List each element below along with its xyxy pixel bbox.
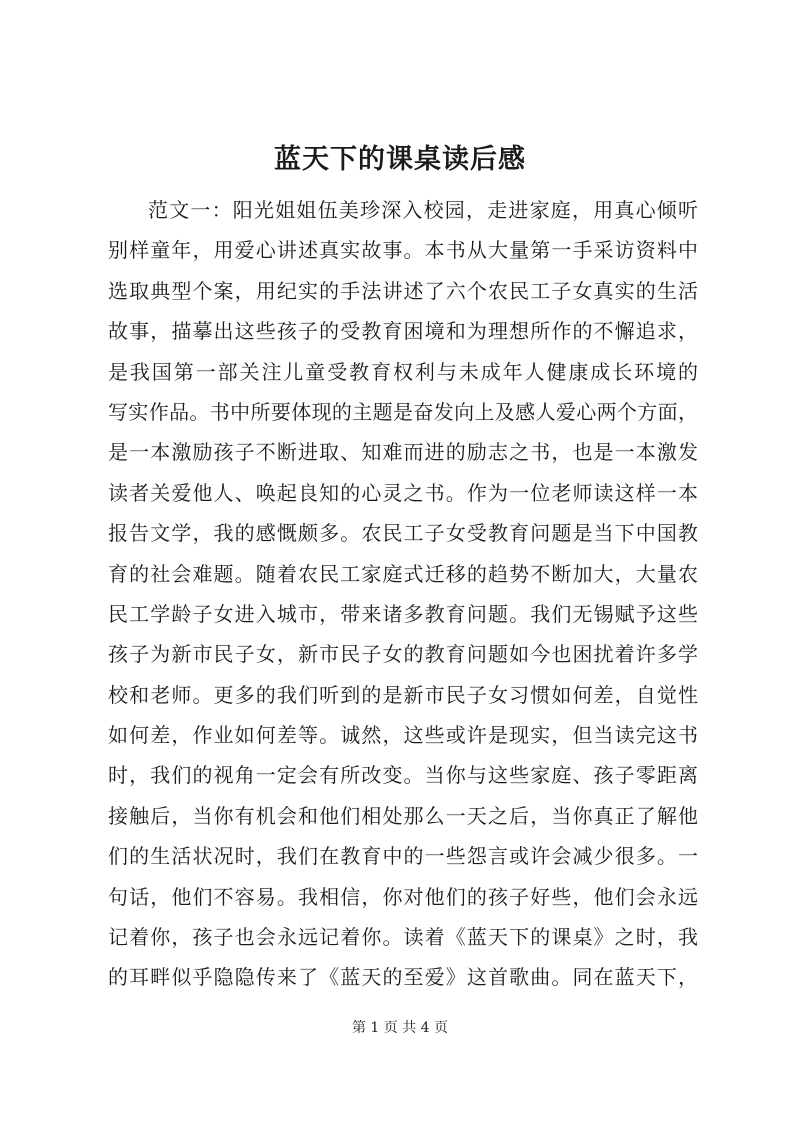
body-text (108, 190, 698, 998)
body-line: 别样童年，用爱心讲述真实故事。本书从大量第一手采访资料中 (108, 238, 698, 263)
body-line: 范文一：阳光姐姐伍美珍深入校园，走进家庭，用真心倾听 (148, 198, 698, 222)
body-line: 是一本激励孩子不断进取、知难而进的励志之书，也是一本激发 (108, 440, 698, 465)
body-line: 时，我们的视角一定会有所改变。当你与这些家庭、孩子零距离 (108, 763, 698, 788)
body-line: 报告文学，我的感慨颇多。农民工子女受教育问题是当下中国教 (108, 521, 698, 546)
body-line: 写实作品。书中所要体现的主题是奋发向上及感人爱心两个方面， (108, 399, 698, 424)
body-line: 校和老师。更多的我们听到的是新市民子女习惯如何差，自觉性 (108, 682, 698, 707)
body-line: 是我国第一部关注儿童受教育权利与未成年人健康成长环境的 (108, 359, 698, 384)
body-line: 们的生活状况时，我们在教育中的一些怨言或许会减少很多。一 (108, 844, 698, 869)
body-line: 读者关爱他人、唤起良知的心灵之书。作为一位老师读这样一本 (108, 480, 698, 505)
body-line: 的耳畔似乎隐隐传来了《蓝天的至爱》这首歌曲。同在蓝天下， (108, 965, 698, 990)
body-line: 接触后，当你有机会和他们相处那么一天之后，当你真正了解他 (108, 803, 698, 828)
body-line: 记着你，孩子也会永远记着你。读着《蓝天下的课桌》之时，我 (108, 925, 698, 950)
body-line: 选取典型个案，用纪实的手法讲述了六个农民工子女真实的生活 (108, 278, 698, 303)
body-line: 句话，他们不容易。我相信，你对他们的孩子好些，他们会永远 (108, 884, 698, 909)
body-line: 故事，描摹出这些孩子的受教育困境和为理想所作的不懈追求， (108, 319, 698, 344)
body-line: 民工学龄子女进入城市，带来诸多教育问题。我们无锡赋予这些 (108, 601, 698, 626)
page-footer: 第 1 页 共 4 页 (351, 1020, 449, 1036)
body-line: 孩子为新市民子女，新市民子女的教育问题如今也困扰着许多学 (108, 642, 698, 667)
body-line: 育的社会难题。随着农民工家庭式迁移的趋势不断加大，大量农 (108, 561, 698, 586)
document-title: 蓝天下的课桌读后感 (274, 144, 526, 175)
body-line: 如何差，作业如何差等。诚然，这些或许是现实，但当读完这书 (108, 723, 698, 748)
